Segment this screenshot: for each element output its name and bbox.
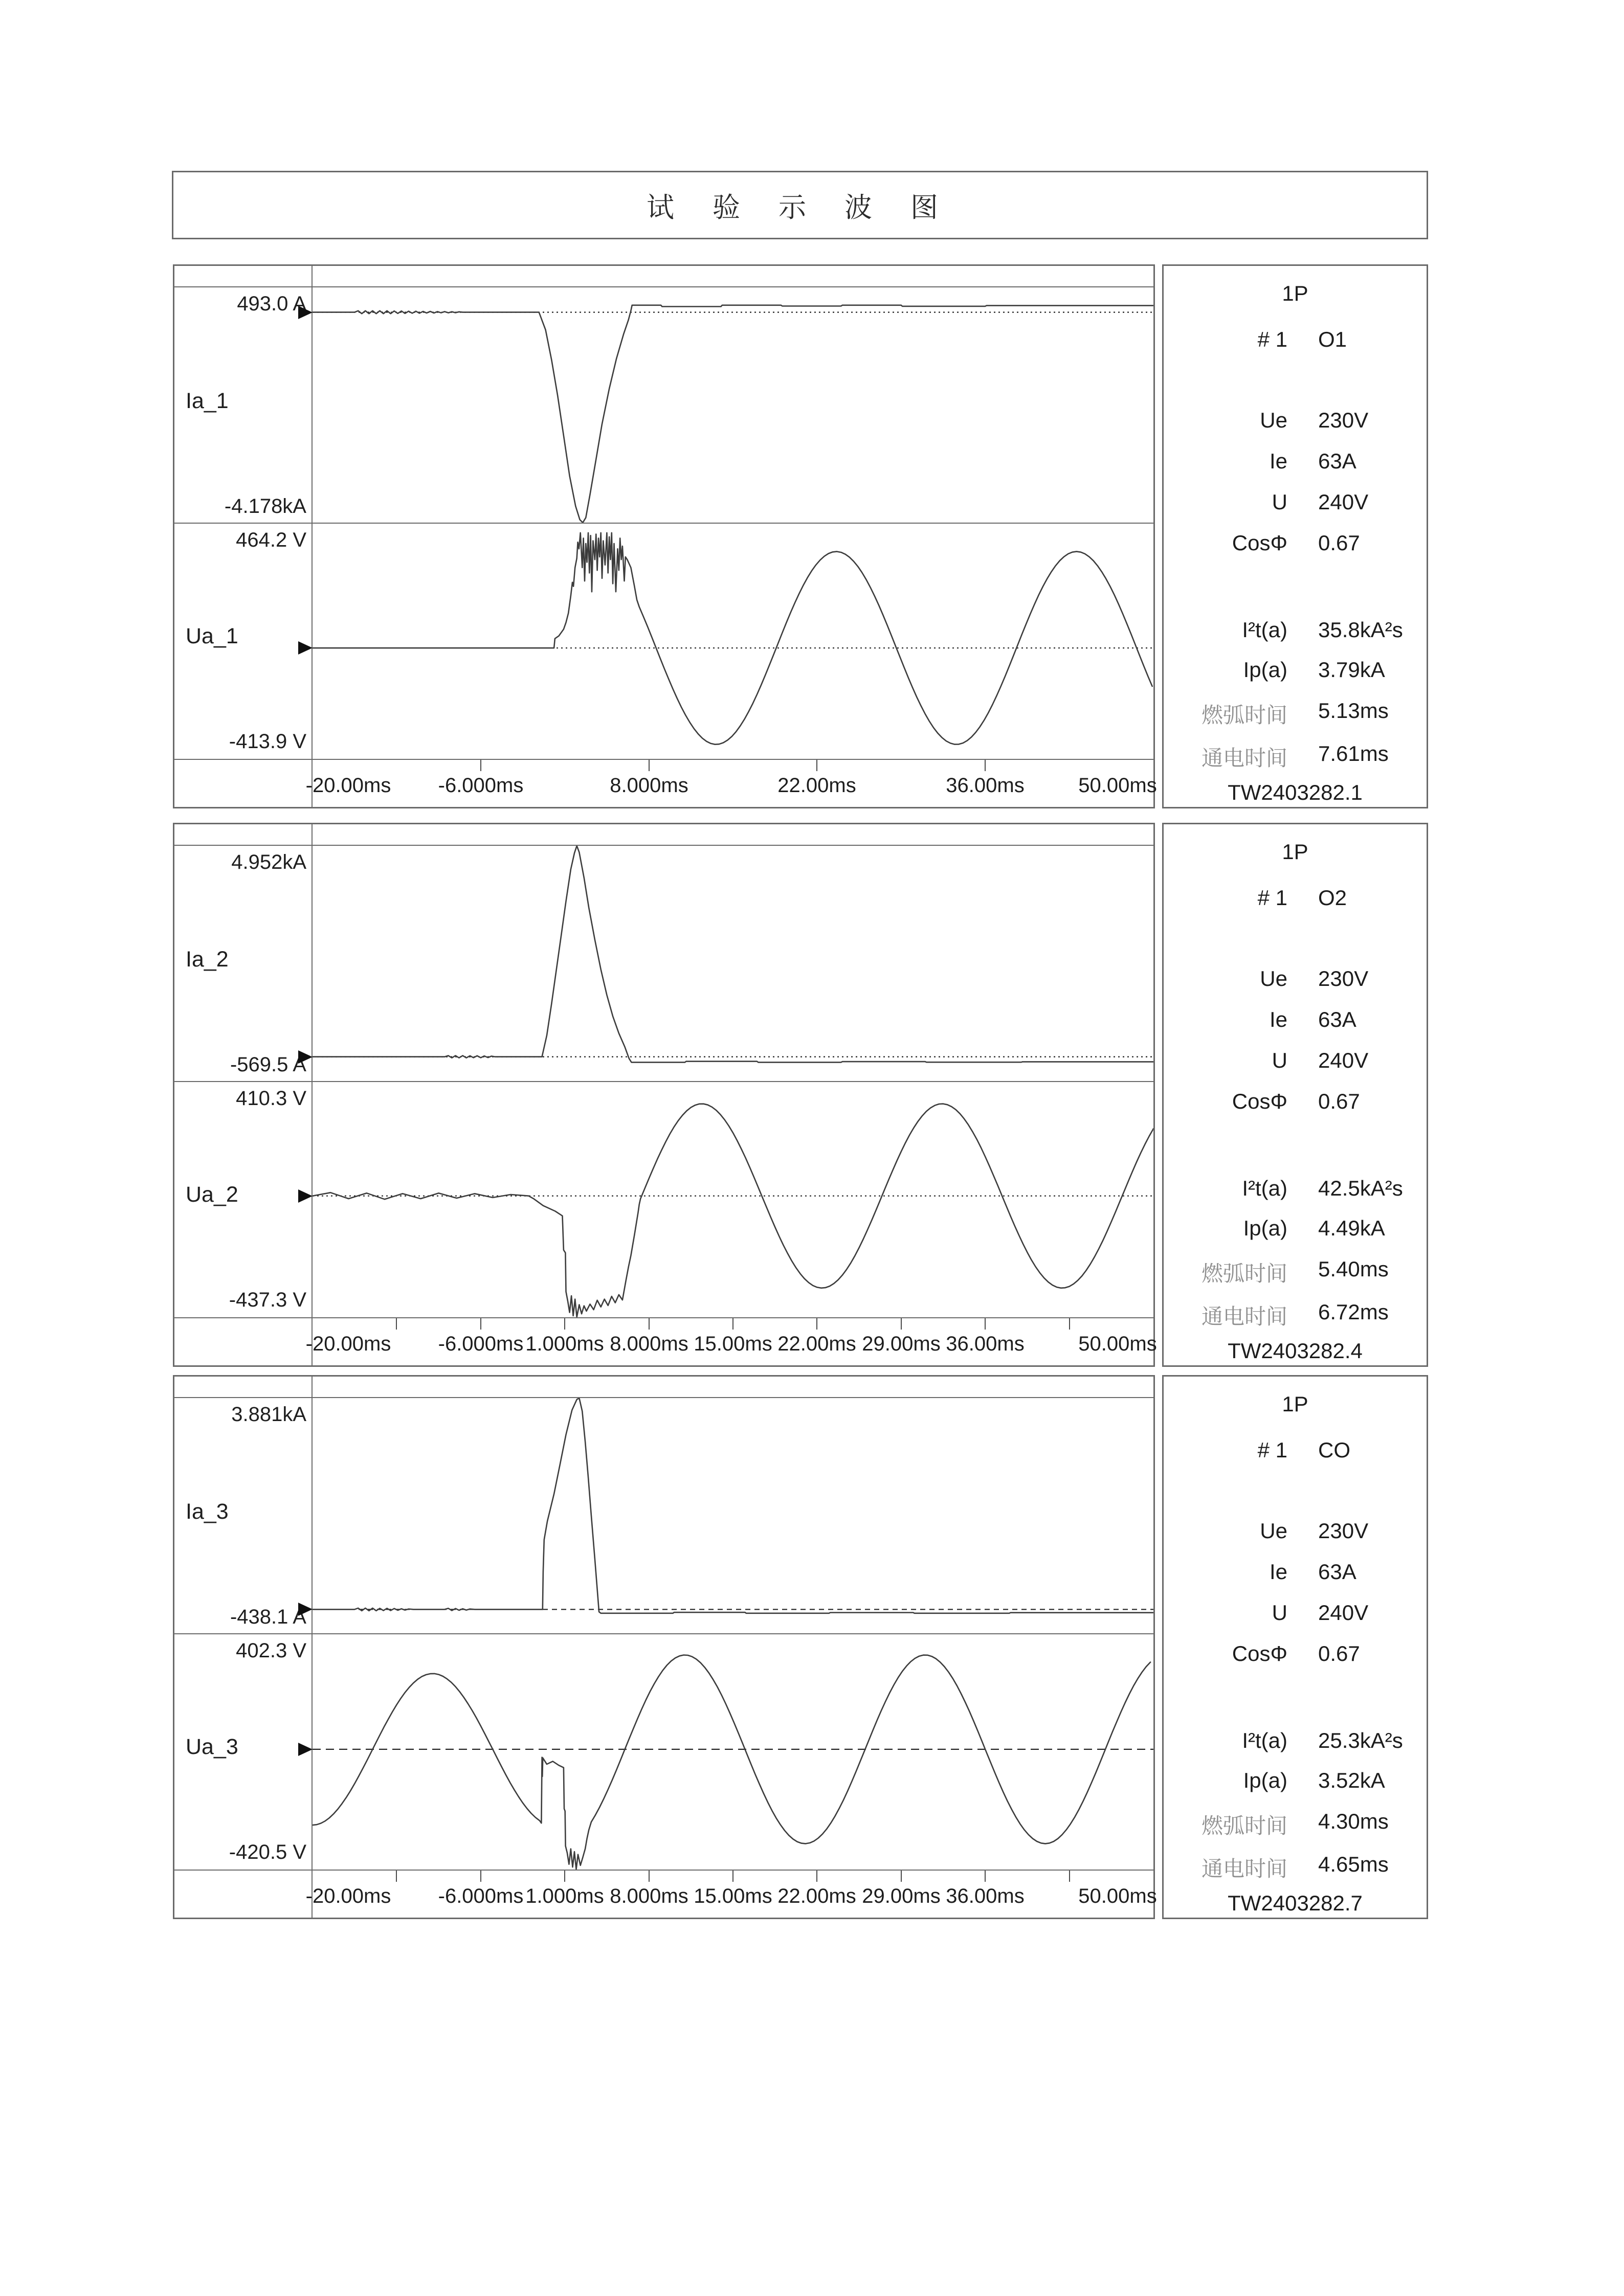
x-tick-label: 29.00ms <box>862 1333 941 1355</box>
current-waveform-plot <box>313 846 1153 1081</box>
x-tick <box>480 1871 481 1882</box>
param-value: 240V <box>1318 1048 1369 1072</box>
conduction-time-value: 6.72ms <box>1318 1300 1389 1324</box>
voltage-waveform-plot <box>313 524 1153 759</box>
test-reference-number: TW2403282.4 <box>1228 1339 1363 1363</box>
y-max-label-voltage: 464.2 V <box>236 529 306 551</box>
x-tick <box>816 1871 817 1882</box>
baseline-arrow-icon <box>298 1603 313 1616</box>
param-label: Ie <box>1269 1007 1287 1031</box>
baseline-arrow-icon <box>298 1189 313 1203</box>
chart-frame <box>173 264 1155 808</box>
param-label: CosΦ <box>1232 531 1287 555</box>
voltage-waveform-plot <box>313 1082 1153 1317</box>
x-tick-label: 36.00ms <box>946 774 1025 797</box>
x-tick-label: 50.00ms <box>1078 774 1157 797</box>
time-axis <box>174 1871 1157 1917</box>
pole-label: 1P <box>1282 840 1308 864</box>
waveform-Ua_3 <box>313 1655 1150 1870</box>
arcing-time-label: 燃弧时间 <box>1201 1262 1287 1286</box>
result-label: I²t(a) <box>1242 1728 1287 1752</box>
param-label: U <box>1272 1601 1287 1625</box>
y-max-label-current: 3.881kA <box>231 1403 306 1426</box>
x-tick-label: -20.00ms <box>305 774 391 797</box>
sequence-label: # 1 <box>1257 1438 1287 1462</box>
waveform-Ia_3 <box>313 1398 1153 1613</box>
conduction-time-value: 7.61ms <box>1318 741 1389 766</box>
oscillogram-block-1 <box>173 264 1428 808</box>
arcing-time-value: 5.13ms <box>1318 699 1389 723</box>
result-value: 3.79kA <box>1318 658 1385 682</box>
result-value: 3.52kA <box>1318 1768 1385 1792</box>
arcing-time-value: 4.30ms <box>1318 1809 1389 1833</box>
arcing-time-label: 燃弧时间 <box>1201 1814 1287 1838</box>
y-max-label-voltage: 410.3 V <box>236 1087 306 1110</box>
param-value: 230V <box>1318 408 1369 432</box>
x-tick <box>564 1871 565 1882</box>
parameter-panel <box>1162 264 1428 808</box>
x-tick-label: 8.000ms <box>610 774 688 797</box>
param-value: 63A <box>1318 1560 1356 1584</box>
x-tick-label: 50.00ms <box>1078 1885 1157 1907</box>
y-max-label-voltage: 402.3 V <box>236 1639 306 1662</box>
y-min-label-voltage: -420.5 V <box>229 1841 306 1863</box>
baseline-arrow-icon <box>298 1743 313 1756</box>
x-tick-label: 22.00ms <box>777 1333 856 1355</box>
x-tick-label: -6.000ms <box>438 1333 524 1355</box>
x-tick-label: 1.000ms <box>525 1333 604 1355</box>
title-box <box>172 171 1428 239</box>
x-tick <box>480 1318 481 1330</box>
channel-label-voltage: Ua_1 <box>186 624 238 648</box>
param-value: 240V <box>1318 490 1369 514</box>
result-value: 35.8kA²s <box>1318 618 1403 642</box>
conduction-time-label: 通电时间 <box>1201 1304 1287 1329</box>
channel-label-current: Ia_3 <box>186 1499 229 1524</box>
x-tick-label: 22.00ms <box>777 774 856 797</box>
conduction-time-label: 通电时间 <box>1201 1857 1287 1881</box>
channel-label-voltage: Ua_2 <box>186 1182 238 1207</box>
page-title: 试 验 示 波 图 <box>646 192 953 223</box>
x-tick-label: -20.00ms <box>305 1333 391 1355</box>
baseline-arrow-icon <box>298 1050 313 1064</box>
conduction-time-label: 通电时间 <box>1201 746 1287 770</box>
x-tick-label: 36.00ms <box>946 1885 1025 1907</box>
operation-value: CO <box>1318 1438 1350 1462</box>
time-axis <box>174 760 1157 806</box>
param-label: Ue <box>1260 408 1287 432</box>
result-label: Ip(a) <box>1243 1768 1287 1792</box>
param-label: Ue <box>1260 1519 1287 1543</box>
x-tick <box>985 760 986 771</box>
x-tick <box>901 1318 902 1330</box>
operation-value: O2 <box>1318 886 1347 910</box>
x-tick <box>396 1871 397 1882</box>
waveform-Ua_1 <box>313 533 1152 745</box>
x-tick-label: 8.000ms <box>610 1333 688 1355</box>
param-label: CosΦ <box>1232 1641 1287 1665</box>
param-value: 63A <box>1318 1007 1356 1031</box>
param-label: Ue <box>1260 966 1287 991</box>
x-tick-label: 1.000ms <box>525 1885 604 1907</box>
waveform-Ia_2 <box>313 846 1153 1062</box>
waveform-Ia_1 <box>313 305 1153 523</box>
oscillogram-block-2 <box>173 823 1428 1367</box>
result-label: I²t(a) <box>1242 618 1287 642</box>
x-tick <box>649 760 650 771</box>
x-tick <box>396 1318 397 1330</box>
x-tick <box>649 1318 650 1330</box>
conduction-time-value: 4.65ms <box>1318 1852 1389 1876</box>
pole-label: 1P <box>1282 1392 1308 1416</box>
x-tick <box>649 1871 650 1882</box>
y-min-label-current: -569.5 A <box>230 1053 306 1076</box>
test-reference-number: TW2403282.1 <box>1228 780 1363 804</box>
operation-value: O1 <box>1318 327 1347 351</box>
waveform-Ua_2 <box>313 1104 1153 1317</box>
param-value: 230V <box>1318 1519 1369 1543</box>
param-label: U <box>1272 490 1287 514</box>
x-tick <box>564 1318 565 1330</box>
pole-label: 1P <box>1282 281 1308 305</box>
parameter-panel <box>1162 823 1428 1367</box>
x-tick <box>985 1318 986 1330</box>
x-tick-label: -20.00ms <box>305 1885 391 1907</box>
x-tick <box>1069 1318 1070 1330</box>
arcing-time-value: 5.40ms <box>1318 1257 1389 1281</box>
y-min-label-voltage: -437.3 V <box>229 1289 306 1311</box>
chart-frame <box>173 1375 1155 1919</box>
x-tick <box>732 1318 733 1330</box>
x-tick-label: 36.00ms <box>946 1333 1025 1355</box>
param-label: U <box>1272 1048 1287 1072</box>
x-tick-label: 15.00ms <box>694 1885 772 1907</box>
x-tick-label: 50.00ms <box>1078 1333 1157 1355</box>
result-value: 25.3kA²s <box>1318 1728 1403 1752</box>
param-value: 0.67 <box>1318 531 1360 555</box>
param-value: 0.67 <box>1318 1089 1360 1113</box>
x-tick-label: -6.000ms <box>438 1885 524 1907</box>
param-value: 63A <box>1318 449 1356 473</box>
sequence-label: # 1 <box>1257 886 1287 910</box>
arcing-time-label: 燃弧时间 <box>1201 703 1287 727</box>
baseline-arrow-icon <box>298 306 313 319</box>
param-value: 240V <box>1318 1601 1369 1625</box>
baseline-arrow-icon <box>298 641 313 655</box>
x-tick <box>985 1871 986 1882</box>
param-label: Ie <box>1269 1560 1287 1584</box>
result-value: 42.5kA²s <box>1318 1176 1403 1200</box>
sequence-label: # 1 <box>1257 327 1287 351</box>
voltage-waveform-plot <box>313 1634 1153 1870</box>
x-tick-label: 15.00ms <box>694 1333 772 1355</box>
parameter-panel <box>1162 1375 1428 1919</box>
x-tick-label: 8.000ms <box>610 1885 688 1907</box>
y-min-label-current: -4.178kA <box>224 495 306 517</box>
chart-frame <box>173 823 1155 1367</box>
param-label: Ie <box>1269 449 1287 473</box>
param-label: CosΦ <box>1232 1089 1287 1113</box>
x-tick-label: 29.00ms <box>862 1885 941 1907</box>
param-value: 230V <box>1318 966 1369 991</box>
x-tick <box>732 1871 733 1882</box>
x-tick <box>816 1318 817 1330</box>
x-tick-label: 22.00ms <box>777 1885 856 1907</box>
current-waveform-plot <box>313 1398 1153 1633</box>
channel-label-current: Ia_2 <box>186 947 229 972</box>
x-tick <box>1069 1871 1070 1882</box>
x-tick <box>480 760 481 771</box>
current-waveform-plot <box>313 287 1153 523</box>
x-tick <box>816 760 817 771</box>
channel-label-current: Ia_1 <box>186 389 229 413</box>
param-value: 0.67 <box>1318 1641 1360 1665</box>
result-label: Ip(a) <box>1243 658 1287 682</box>
result-label: Ip(a) <box>1243 1216 1287 1240</box>
x-tick <box>901 1871 902 1882</box>
oscillogram-block-3 <box>173 1375 1428 1919</box>
result-label: I²t(a) <box>1242 1176 1287 1200</box>
y-max-label-current: 493.0 A <box>237 292 306 315</box>
y-min-label-current: -438.1 A <box>230 1606 306 1628</box>
y-max-label-current: 4.952kA <box>231 851 306 873</box>
result-value: 4.49kA <box>1318 1216 1385 1240</box>
time-axis <box>174 1318 1157 1364</box>
y-min-label-voltage: -413.9 V <box>229 730 306 753</box>
channel-label-voltage: Ua_3 <box>186 1735 238 1759</box>
test-reference-number: TW2403282.7 <box>1228 1891 1363 1915</box>
x-tick-label: -6.000ms <box>438 774 524 797</box>
